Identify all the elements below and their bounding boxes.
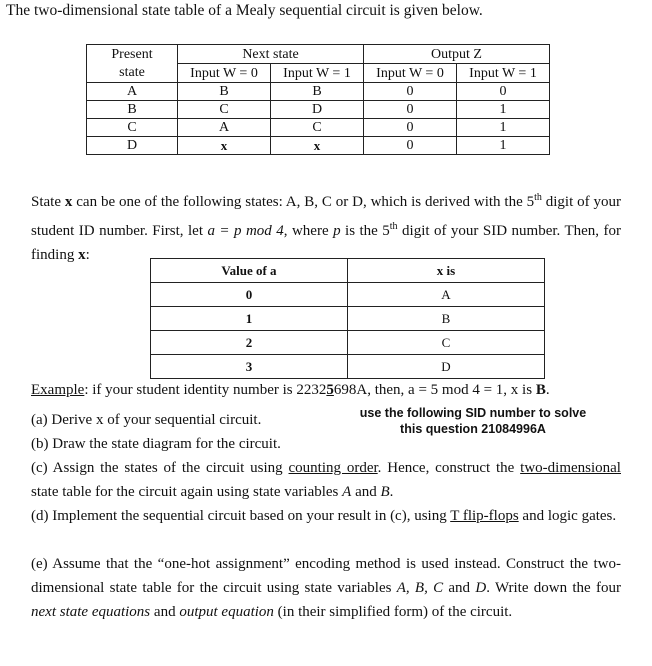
example-line [31,382,550,399]
state-table [86,44,550,155]
table-row [87,101,550,119]
para-text: State [31,194,65,210]
present-state: D [87,137,178,155]
output-w0: 0 [364,101,457,119]
var-D: D [475,580,487,596]
next-state-w1: C [271,119,364,137]
header-next-w0: Input W = 0 [178,64,271,83]
para-text: is the 5 [340,222,390,239]
header-output: Output Z [364,45,550,64]
output-w1: 1 [457,137,550,155]
question-c [31,456,621,504]
output-w0: 0 [364,83,457,101]
header-value-a [151,259,348,283]
question-text: (in their simplified form) of the circuit. [273,604,513,620]
instruction-paragraph [31,186,621,268]
next-state-w1: x [271,137,364,155]
question-text: . Write down the four [486,580,621,596]
present-state: C [87,119,178,137]
example-label: Example [31,382,85,398]
header-x-is: x is [348,259,545,283]
output-w0: 0 [364,137,457,155]
header-value-a-text: Value of a [221,263,277,278]
header-present-2: state [87,64,178,83]
question-text: (c) Assign the states of the circuit using [31,460,289,476]
question-text: (d) Implement the sequential circuit based on your result in (c), using [31,508,451,524]
example-text: 698A, then, a = 5 mod 4 = 1, x is [333,382,536,398]
var-p: p [333,222,341,239]
value-a: 3 [151,355,348,379]
question-text: . [389,484,394,500]
question-text: and [443,580,476,596]
example-text: : if your student identity number is 2232 [84,382,327,398]
question-text: state table for the circuit again using state variables [31,484,343,500]
underlined-term: two-dimensional [520,460,621,476]
question-b: (b) Draw the state diagram for the circuit. [31,436,281,452]
output-w1: 1 [457,119,550,137]
next-state-w0: x [178,137,271,155]
value-a: 1 [151,307,348,331]
sid-note: use the following SID number to solve this question 21084996A [359,406,587,436]
question-text: . Hence, construct the [377,460,521,476]
header-next-w1: Input W = 1 [271,64,364,83]
next-state-w1: B [271,83,364,101]
italic-term: next state equations [31,604,151,620]
value-a: 0 [151,283,348,307]
example-digit: 5 [326,382,334,398]
var-x: x [64,194,73,210]
header-out-w1: Input W = 1 [457,64,550,83]
value-a: 2 [151,331,348,355]
table-row [151,283,545,307]
question-e [31,552,621,624]
italic-term: output equation [179,604,274,620]
ordinal-suffix: th [534,192,542,203]
var-B: B [380,484,390,500]
table-row [151,307,545,331]
output-w0: 0 [364,119,457,137]
table-row [151,355,545,379]
para-text: : [85,247,90,263]
next-state-w0: B [178,83,271,101]
next-state-w0: A [178,119,271,137]
question-d [31,504,621,528]
next-state-w0: C [178,101,271,119]
para-text: can be one of the following states: A, B, C or D, which is derived with the 5 [72,194,535,210]
header-next-state: Next state [178,45,364,64]
value-x: D [348,355,545,379]
var-x: x [78,247,86,263]
next-state-w1: D [271,101,364,119]
ordinal-suffix: th [389,220,398,232]
table-row [87,137,550,155]
output-w1: 0 [457,83,550,101]
intro-text: The two-dimensional state table of a Mealy sequential circuit is given below. [6,2,483,19]
header-present-1: Present [87,45,178,64]
value-x: C [348,331,545,355]
var-A: A [342,484,352,500]
question-a: (a) Derive x of your sequential circuit. [31,412,262,428]
example-answer: B [535,382,546,398]
example-text: . [545,382,550,398]
output-w1: 1 [457,101,550,119]
present-state: A [87,83,178,101]
value-x: A [348,283,545,307]
equation: a = p mod 4 [207,222,284,239]
value-x: B [348,307,545,331]
present-state: B [87,101,178,119]
question-text: and [351,484,381,500]
question-text: and logic gates. [518,508,617,524]
state-vars: A, B, C [396,580,444,596]
header-out-w0: Input W = 0 [364,64,457,83]
underlined-term: counting order [288,460,378,476]
table-row [87,83,550,101]
table-row [87,119,550,137]
underlined-term: T flip-flops [450,508,519,524]
mapping-table [150,258,545,379]
question-text: and [150,604,180,620]
para-text: , where [283,222,334,239]
para-text: digit of your student ID number. First, let [31,194,622,239]
question-text: (e) Assume that the “one-hot assignment” encoding method is used instead. Construct the two-dimensional state table for the circuit using state variables [31,556,621,596]
para-text: digit of your SID number. Then, for finding [31,222,621,263]
table-row [151,331,545,355]
